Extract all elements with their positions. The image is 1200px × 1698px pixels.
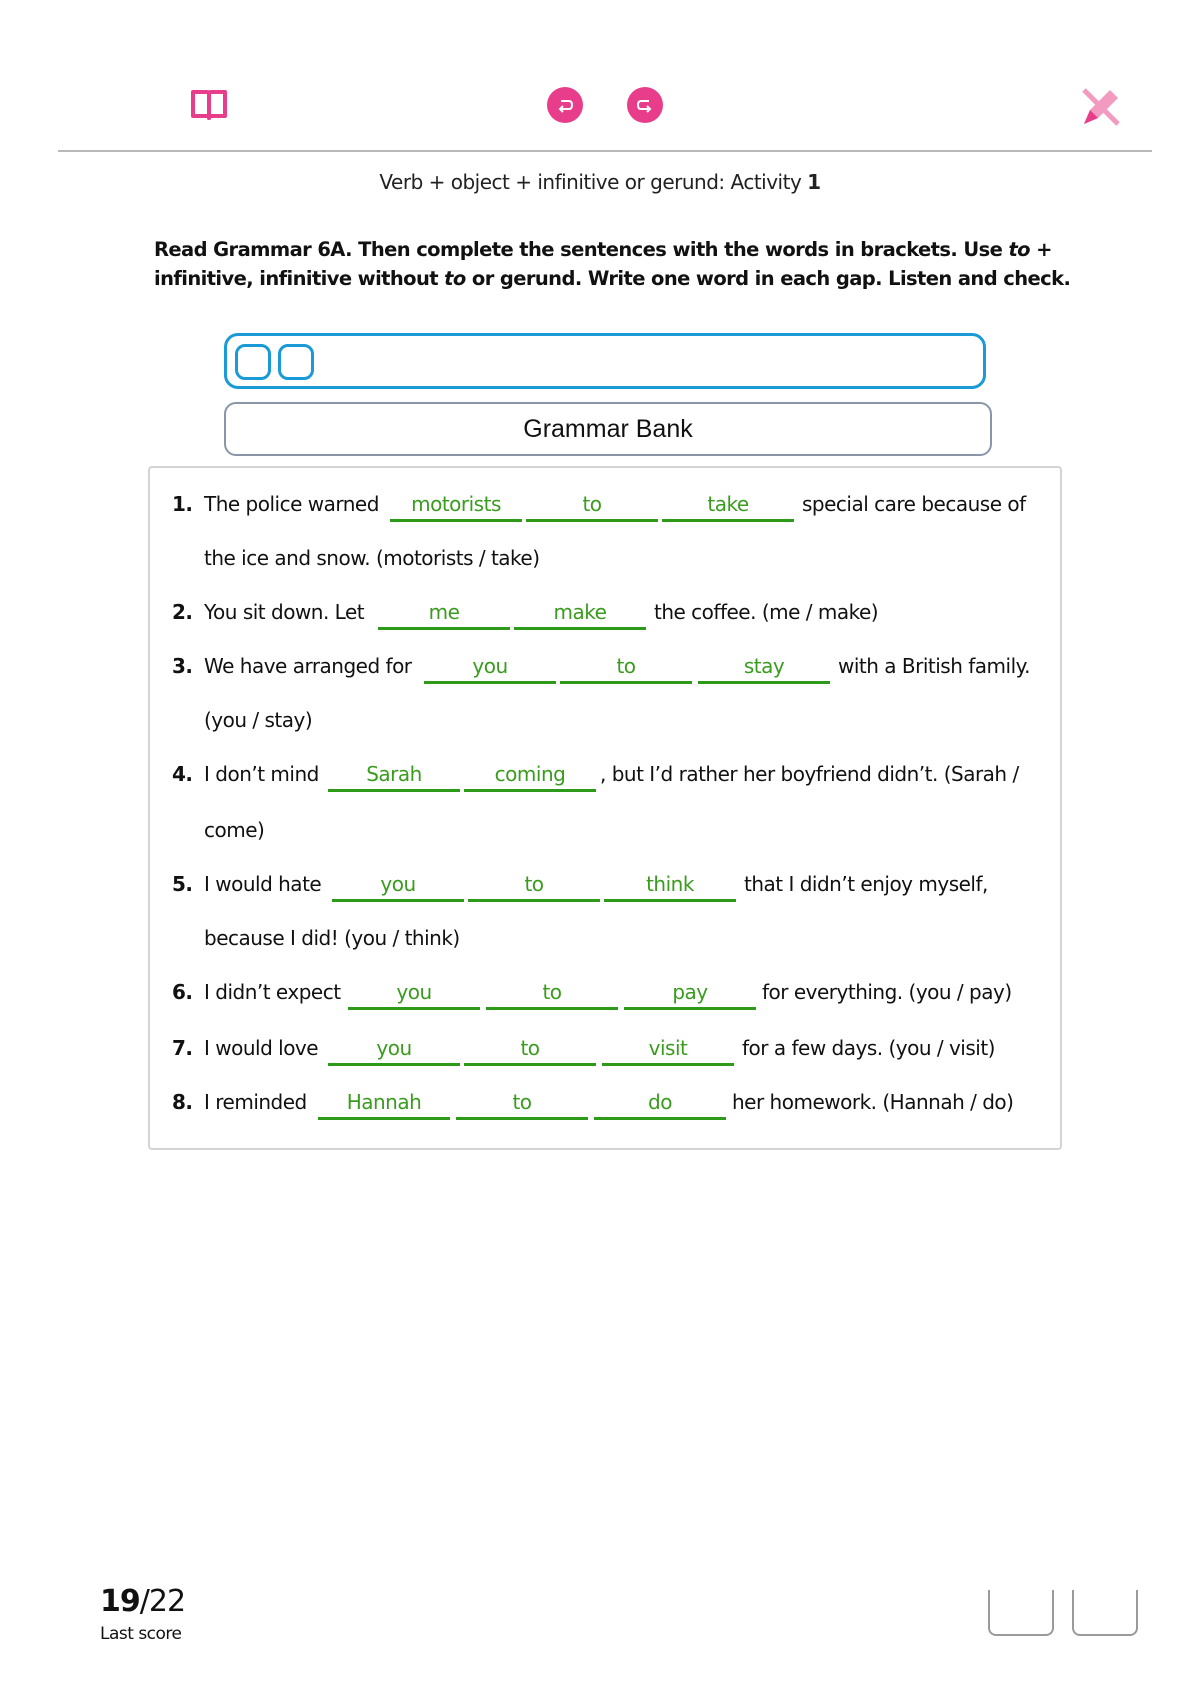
question-number: 8.	[172, 1090, 193, 1114]
question-text: the coffee. (me / make)	[654, 600, 879, 624]
answer-gap[interactable]: coming	[464, 762, 596, 792]
question-text: I would hate	[204, 872, 322, 896]
score: 19/22	[100, 1584, 186, 1619]
question-text: her homework. (Hannah / do)	[732, 1090, 1014, 1114]
undo-icon	[555, 95, 575, 115]
toolbar-divider	[58, 150, 1152, 152]
answer-gap[interactable]: you	[424, 654, 556, 684]
answer-gap[interactable]: make	[514, 600, 646, 630]
score-label: Last score	[100, 1624, 182, 1644]
answer-gap[interactable]: think	[604, 872, 736, 902]
question-text: come)	[204, 818, 265, 842]
question-number: 3.	[172, 654, 193, 678]
question-text: We have arranged for	[204, 654, 412, 678]
audio-play-button[interactable]	[235, 344, 271, 380]
answer-gap[interactable]: to	[456, 1090, 588, 1120]
question-text: for everything. (you / pay)	[762, 980, 1012, 1004]
answer-gap[interactable]: you	[348, 980, 480, 1010]
grammar-bank-button[interactable]: Grammar Bank	[224, 402, 992, 456]
answer-gap[interactable]: stay	[698, 654, 830, 684]
question-text: I reminded	[204, 1090, 307, 1114]
answer-gap[interactable]: to	[560, 654, 692, 684]
answer-gap[interactable]: motorists	[390, 492, 522, 522]
audio-player	[224, 333, 986, 389]
question-text: for a few days. (you / visit)	[742, 1036, 995, 1060]
question-text: You sit down. Let	[204, 600, 365, 624]
question-number: 1.	[172, 492, 193, 516]
question-text: special care because of	[802, 492, 1026, 516]
book-open-icon[interactable]	[190, 88, 228, 122]
redo-button[interactable]	[627, 87, 663, 123]
answer-gap[interactable]: Sarah	[328, 762, 460, 792]
question-text: I would love	[204, 1036, 319, 1060]
question-number: 6.	[172, 980, 193, 1004]
question-text: The police warned	[204, 492, 379, 516]
answer-gap[interactable]: me	[378, 600, 510, 630]
answer-gap[interactable]: to	[464, 1036, 596, 1066]
answer-gap[interactable]: visit	[602, 1036, 734, 1066]
answer-gap[interactable]: do	[594, 1090, 726, 1120]
answer-gap[interactable]: take	[662, 492, 794, 522]
activity-title: Verb + object + infinitive or gerund: Activity 1	[379, 170, 821, 194]
instructions: Read Grammar 6A. Then complete the sentences with the words in brackets. Use to + infinitive, infinitive without to or gerund. Write one word in each gap. Listen and check.	[154, 238, 1071, 290]
answer-gap[interactable]: pay	[624, 980, 756, 1010]
pencil-eraser-icon[interactable]	[1080, 86, 1122, 128]
answer-gap[interactable]: Hannah	[318, 1090, 450, 1120]
redo-icon	[635, 95, 655, 115]
question-text: that I didn’t enjoy myself,	[744, 872, 988, 896]
answer-gap[interactable]: you	[332, 872, 464, 902]
question-number: 7.	[172, 1036, 193, 1060]
question-number: 2.	[172, 600, 193, 624]
answer-gap[interactable]: you	[328, 1036, 460, 1066]
question-text: , but I’d rather her boyfriend didn’t. (Sarah /	[600, 762, 1019, 786]
question-text: I didn’t expect	[204, 980, 341, 1004]
question-text: the ice and snow. (motorists / take)	[204, 546, 540, 570]
question-text: (you / stay)	[204, 708, 313, 732]
question-text: I don’t mind	[204, 762, 319, 786]
question-text: with a British family.	[838, 654, 1030, 678]
next-button[interactable]	[1072, 1590, 1138, 1636]
answer-gap[interactable]: to	[526, 492, 658, 522]
answer-gap[interactable]: to	[468, 872, 600, 902]
question-number: 5.	[172, 872, 193, 896]
answer-gap[interactable]: to	[486, 980, 618, 1010]
exercise-box	[148, 466, 1062, 1150]
previous-button[interactable]	[988, 1590, 1054, 1636]
audio-stop-button[interactable]	[278, 344, 314, 380]
question-number: 4.	[172, 762, 193, 786]
undo-button[interactable]	[547, 87, 583, 123]
question-text: because I did! (you / think)	[204, 926, 460, 950]
